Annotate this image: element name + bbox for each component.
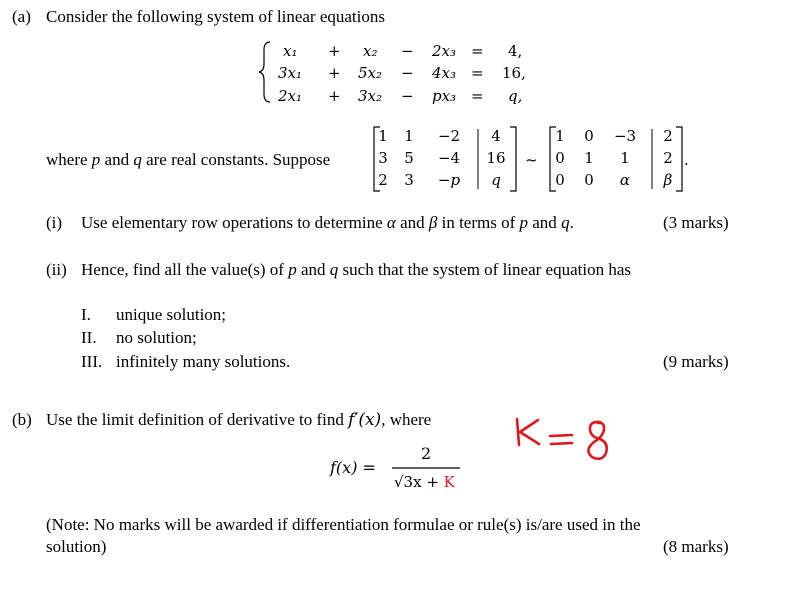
eq-3-term-3: px₃ [432,87,457,105]
eq-1-term-2: x₂ [363,42,378,60]
m2-r3-c1: 0 [555,171,565,189]
m2-r3-c4: β [663,171,673,189]
part-b-label: (b) [12,410,32,429]
where-and: and [100,150,134,169]
denominator-prefix: √3x + [394,473,444,491]
sub-i-text-2: and [395,213,429,232]
part-b-text-2: , where [381,410,432,429]
var-q: q [133,150,142,169]
sub-i-text-5: . [569,213,574,232]
m2-r1-c1: 1 [555,127,565,145]
where-text-1: where [46,150,92,169]
formula-numerator: 2 [421,444,432,463]
eq-3-equals: = [471,87,484,105]
augment-line-right [651,129,653,189]
right-bracket-icon [508,126,518,192]
part-b-marks: (8 marks) [663,537,729,556]
m1-r1-c2: 1 [404,127,414,145]
left-brace-icon [258,40,272,104]
sub-ii-text-3: such that the system of linear equation has [338,260,631,279]
part-a-label: (a) [12,7,31,26]
eq-2-term-1: 3x₁ [278,64,303,82]
m1-r3-c3: −p [437,171,461,189]
eq-2-term-3: 4x₃ [432,64,457,82]
eq-1-term-1: x₁ [283,42,298,60]
fraction-bar [392,467,462,469]
sub-ii-text [81,260,631,280]
list-item-text: no solution; [116,328,197,347]
part-a-intro: Consider the following system of linear equations [46,7,385,26]
list-item-text: unique solution; [116,305,227,324]
m1-r3-c1: 2 [378,171,388,189]
beta: β [428,213,438,232]
augment-line-left [477,129,479,189]
m1-r3-c2: 3 [404,171,414,189]
eq-1-op-1: + [328,42,341,60]
m1-r1-c1: 1 [378,127,388,145]
m1-r3-c4: q [491,171,501,189]
where-text-2: are real constants. Suppose [141,150,331,169]
sub-i-marks: (3 marks) [663,213,729,232]
m2-r1-c4: 2 [663,127,673,145]
list-item-num: III. [81,352,103,371]
m1-r1-c4: 4 [491,127,501,145]
eq-3-rhs: q, [508,87,523,105]
eq-1-op-2: − [401,42,414,60]
m2-r1-c3: −3 [613,127,637,145]
eq-3-term-2: 3x₂ [358,87,383,105]
where-sentence [46,150,330,170]
eq-2-rhs: 16, [502,64,526,82]
eq-3-op-1: + [328,87,341,105]
var-p: p [288,260,297,279]
m2-r2-c3: 1 [620,149,630,167]
var-q: q [561,213,570,232]
m1-r1-c3: −2 [437,127,461,145]
handwritten-k-equals-8 [512,416,612,466]
var-q: q [329,260,339,279]
formula-lhs: f(x) = [330,458,376,477]
eq-2-op-2: − [401,64,414,82]
sub-i-label: (i) [46,213,63,232]
formula-denominator [394,472,455,492]
m2-r1-c2: 0 [584,127,594,145]
m2-r2-c1: 0 [555,149,565,167]
sub-i-text [81,213,574,233]
eq-3-term-1: 2x₁ [278,87,303,105]
sub-i-text-3: in terms of [437,213,520,232]
note-line-1: (Note: No marks will be awarded if differentiation formulae or rule(s) is/are used in the [46,515,641,534]
var-p: p [91,150,101,169]
eq-1-equals: = [471,42,484,60]
m2-r2-c4: 2 [663,149,673,167]
part-b-text [46,410,431,430]
similar-sign: ~ [525,151,538,169]
list-item-num: I. [81,305,91,324]
sub-i-text-1: Use elementary row operations to determine [81,213,387,232]
alpha: α [386,213,396,232]
note-line-2: solution) [46,537,107,556]
eq-2-op-1: + [328,64,341,82]
right-bracket-icon [674,126,684,192]
sub-i-text-4: and [528,213,562,232]
var-p: p [519,213,529,232]
m1-r2-c3: −4 [437,149,461,167]
eq-2-equals: = [471,64,484,82]
part-b-text-1: Use the limit definition of derivative to find [46,410,349,429]
m2-r3-c2: 0 [584,171,594,189]
eq-2-term-2: 5x₂ [358,64,383,82]
eq-1-term-3: 2x₃ [432,42,457,60]
sub-ii-label: (ii) [46,260,67,279]
list-item-text: infinitely many solutions. [116,352,291,371]
m1-r2-c2: 5 [404,149,414,167]
m2-r2-c2: 1 [584,149,594,167]
eq-1-rhs: 4, [508,42,523,60]
m2-r3-c3: α [619,171,631,189]
matrix-period: . [684,151,689,169]
eq-3-op-2: − [401,87,414,105]
denominator-k: K [443,473,455,491]
sub-ii-text-1: Hence, find all the value(s) of [81,260,289,279]
sub-ii-text-2: and [296,260,330,279]
m1-r2-c1: 3 [378,149,388,167]
f-prime: f′(x) [348,410,382,430]
m1-r2-c4: 16 [486,149,506,167]
sub-ii-marks: (9 marks) [663,352,729,371]
list-item-num: II. [81,328,97,347]
